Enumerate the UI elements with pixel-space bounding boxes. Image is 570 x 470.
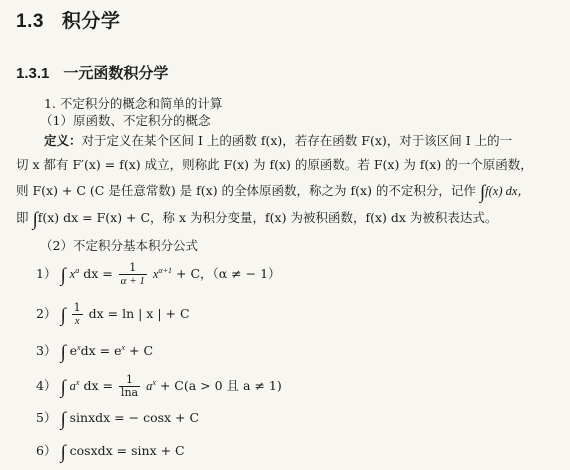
formula-2: 2） ∫ $\frac{1}{x}$ dx = ln | x | + C [36,301,190,327]
integral-sign: ∫ [60,442,66,463]
item1-subtitle: （1）原函数、不定积分的概念 [40,113,211,128]
fraction: $\frac{1}{\alpha + 1}$ [120,261,145,287]
integral-sign: ∫ [60,409,66,430]
subsection-number: 1.3.1 [16,65,50,82]
formula-5: 5） ∫ sinxdx = − cosx + C [36,409,200,430]
section-title: 积分学 [61,11,121,32]
integral-sign: ∫ [60,305,66,326]
definition-line-1: 定义：对于定义在某个区间 I 上的函数 f(x)，若存在函数 F(x)，对于该区间 I 上的一 [44,133,513,148]
integral-sign: ∫ [479,182,486,203]
formula-6: 6） ∫ cosxdx = sinx + C [36,442,185,463]
section-heading [16,6,120,33]
definition-line-3: 则 F(x) + C (C 是任意常数) 是 f(x) 的全体原函数，称之为 f(x) 的不定积分，记作 ∫f(x) dx， [16,182,530,203]
integral-sign: ∫ [60,377,66,398]
definition-line-4: 即 ∫f(x) dx = F(x) + C，称 x 为积分变量，f(x) 为被积函数，f(x) dx 为被积表达式。 [16,209,498,230]
fraction: $\frac{1}{x}$ [73,301,81,327]
fraction: $\frac{1}{\ln a}$ [120,373,139,399]
formula-1: 1） ∫ $x^a$ dx = $\frac{1}{\alpha + 1}$ $x^{\alpha+1} + C$，（α ≠ − 1） [36,261,281,287]
definition-line-2: 切 x 都有 F′(x) = f(x) 成立，则称此 F(x) 为 f(x) 的原函数。若 F(x) 为 f(x) 的一个原函数， [16,157,533,172]
integral-sign: ∫ [60,342,66,364]
subsection-heading [16,62,168,83]
integral-sign: ∫ [32,209,38,230]
section-number: 1.3 [16,11,44,32]
formula-3: 3） ∫ $e^xdx = e^x + C$ [36,342,154,364]
item1-title: 1. 不定积分的概念和简单的计算 [44,96,223,111]
formula-4: 4） ∫ $a^x$ dx = $\frac{1}{\ln a}$ $a^x + C(a > 0$ 且 a ≠ 1) [36,373,282,399]
integral-sign: ∫ [60,265,66,286]
subsection-title: 一元函数积分学 [63,65,169,82]
formulas-title: （2）不定积分基本积分公式 [40,238,198,253]
definition-label: 定义： [44,133,82,148]
